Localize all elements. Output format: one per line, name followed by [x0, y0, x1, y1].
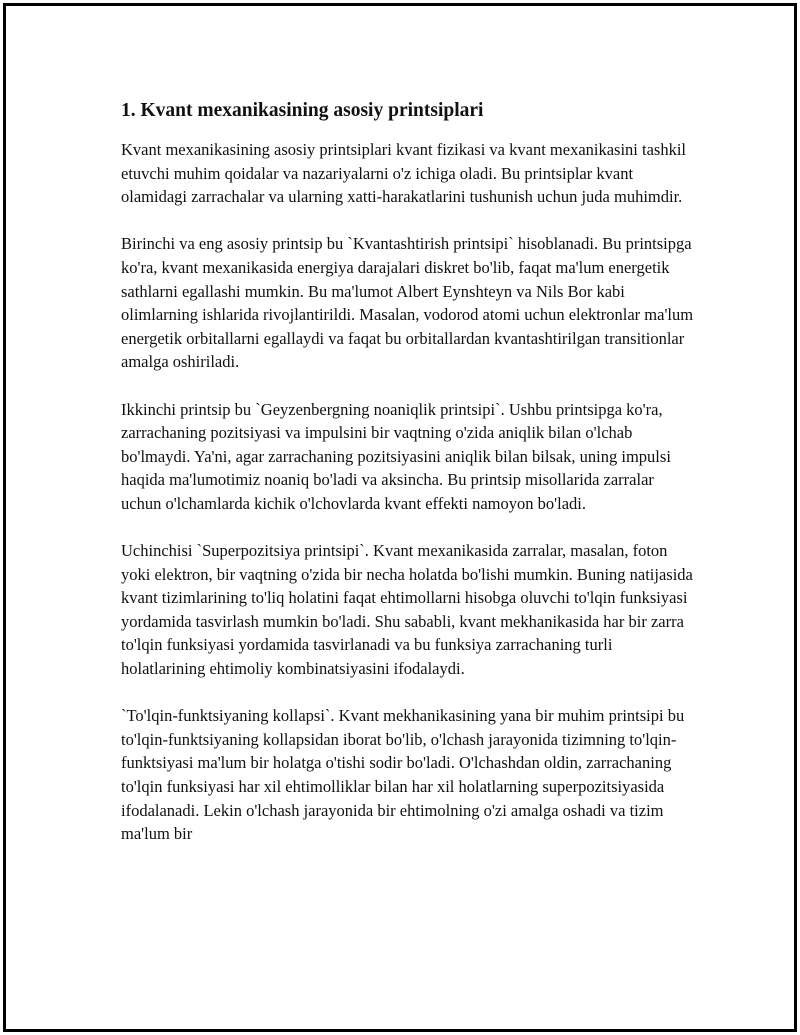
paragraph-superposition: Uchinchisi `Superpozitsiya printsipi`. Kvant mexanikasida zarralar, masalan, foton yoki elektron, bir vaqtning o'zida bir necha holatda bo'lishi mumkin. Buning natijasida kvant tizimlarining to'liq holatini faqat ehtimollarni hisobga oluvchi to'lqin funksiyasi yordamida tasvirlash mumkin bo'ladi. Shu sababli, kvant mekhanikasida har bir zarra to'lqin funksiyasi yordamida tasvirlanadi va bu funksiya zarrachaning turli holatlarining ehtimoliy kombinatsiyasini ifodalaydi.: [121, 541, 693, 679]
section-title: 1. Kvant mexanikasining asosiy printsiplari: [121, 100, 484, 121]
paragraph-quantization: Birinchi va eng asosiy printsip bu `Kvantashtirish printsipi` hisoblanadi. Bu printsipga ko'ra, kvant mexanikasida energiya darajalari diskret bo'lib, faqat ma'lum energetik sathlarni egallashi mumkin. Bu ma'lumot Albert Eynshteyn va Nils Bor kabi olimlarning ishlarida rivojlantirildi. Masalan, vodorod atomi uchun elektronlar ma'lum energetik orbitallarni egallaydi va faqat bu orbitallardan kvantashtirilgan transitionlar amalga oshiriladi.: [121, 234, 694, 372]
paragraph-uncertainty: Ikkinchi printsip bu `Geyzenbergning noaniqlik printsipi`. Ushbu printsipga ko'ra, zarrachaning pozitsiyasi va impulsini bir vaqtning o'zida aniqlik bilan o'lchab bo'lmaydi. Ya'ni, agar zarrachaning pozitsiyasini aniqlik bilan bilsak, uning impulsi haqida ma'lumotimiz noaniq bo'ladi va aksincha. Bu printsip misollarida zarralar uchun o'lchamlarda kichik o'lchovlarda kvant effekti namoyon bo'ladi.: [121, 399, 671, 513]
page-frame: [3, 3, 797, 1032]
paragraph-collapse: `To'lqin-funktsiyaning kollapsi`. Kvant mekhanikasining yana bir muhim printsipi bu to'lqin-funktsiyaning kollapsidan iborat bo'lib, o'lchash jarayonida tizimning to'lqin-funktsiyasi ma'lum bir holatga o'tishi sodir bo'ladi. O'lchashdan oldin, zarrachaning to'lqin funksiyasi har xil ehtimolliklar bilan har xil holatlarning superpozitsiyasida ifodalanadi. Lekin o'lchash jarayonida bir ehtimolning o'zi amalga oshadi va tizim ma'lum bir: [121, 706, 685, 844]
paragraph-intro: Kvant mexanikasining asosiy printsiplari kvant fizikasi va kvant mexanikasini tashkil etuvchi muhim qoidalar va nazariyalarni o'z ichiga oladi. Bu printsiplar kvant olamidagi zarrachalar va ularning xatti-harakatlarini tushunish uchun juda muhimdir.: [121, 140, 687, 207]
document-body: [121, 98, 696, 869]
